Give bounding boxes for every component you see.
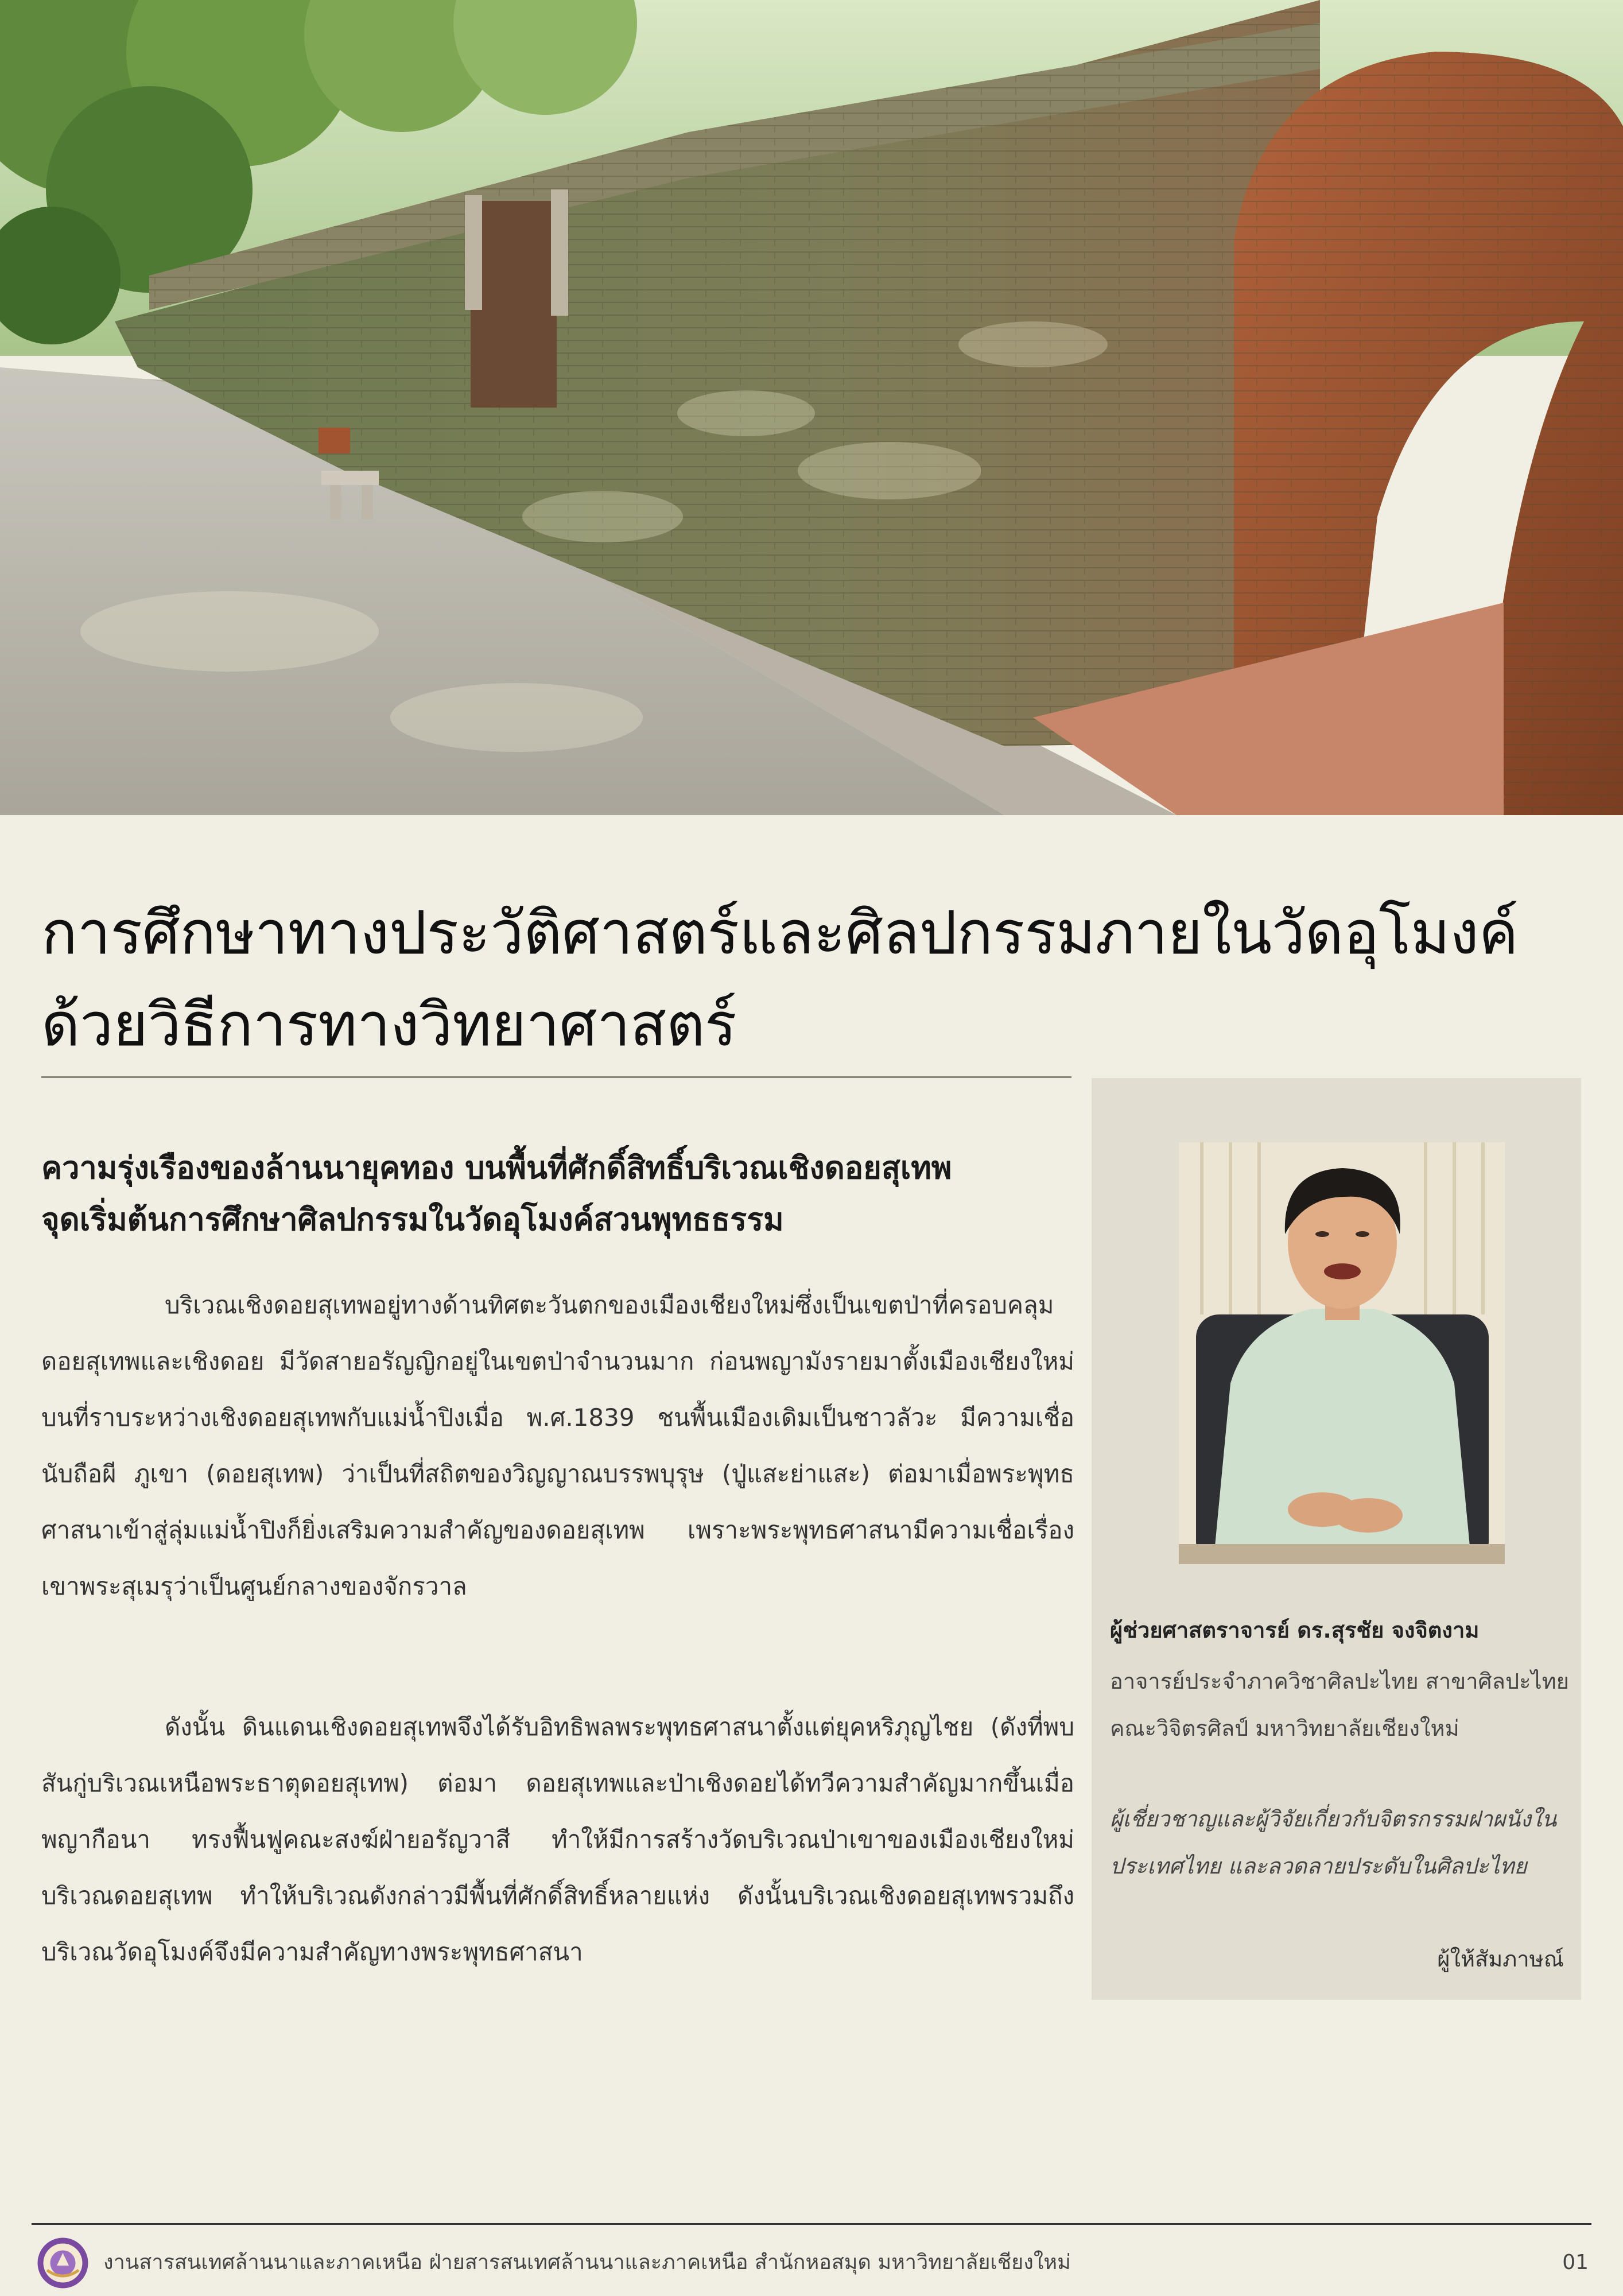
article-subheading [41, 1142, 1086, 1246]
body-paragraph-1: บริเวณเชิงดอยสุเทพอยู่ทางด้านทิศตะวันตกของเมืองเชียงใหม่ซึ่งเป็นเขตป่าที่ครอบคลุมดอยสุเทพและเชิงดอย มีวัดสายอรัญญิกอยู่ในเขตป่าจำนวนมาก ก่อนพญามังรายมาตั้งเมืองเชียงใหม่บนที่ราบระหว่างเชิงดอยสุเทพกับแม่น้ำปิงเมื่อ พ.ศ.1839 ชนพื้นเมืองเดิมเป็นชาวลัวะ มีความเชื่อนับถือผี ภูเขา (ดอยสุเทพ) ว่าเป็นที่สถิตของวิญญาณบรรพบุรุษ (ปู่แสะย่าแสะ) ต่อมาเมื่อพระพุทธศาสนาเข้าสู่ลุ่มแม่น้ำปิงก็ยิ่งเสริมความสำคัญของดอยสุเทพ เพราะพระพุทธศาสนามีความเชื่อเรื่องเขาพระสุเมรุว่าเป็นศูนย์กลางของจักรวาล [41, 1291, 1074, 1600]
title-divider [41, 1076, 1071, 1078]
temple-wall-image [0, 0, 1623, 815]
interviewee-portrait [1179, 1142, 1505, 1564]
page-number: 01 [1562, 2251, 1589, 2274]
interviewee-position [1110, 1658, 1569, 1752]
article-title-line2: ด้วยวิธีการทางวิทยาศาสตร์ [41, 990, 737, 1060]
expertise-line1: ผู้เชี่ยวชาญและผู้วิจัยเกี่ยวกับจิตรกรรมฝาผนังใน [1110, 1806, 1557, 1832]
position-line2: คณะวิจิตรศิลป์ มหาวิทยาลัยเชียงใหม่ [1110, 1716, 1459, 1741]
subheading-line1: ความรุ่งเรืองของล้านนายุคทอง บนพื้นที่ศักดิ์สิทธิ์บริเวณเชิงดอยสุเทพ [41, 1150, 952, 1186]
interviewee-label: ผู้ให้สัมภาษณ์ [1437, 1946, 1564, 1972]
body-paragraph-2: ดังนั้น ดินแดนเชิงดอยสุเทพจึงได้รับอิทธิพลพระพุทธศาสนาตั้งแต่ยุคหริภุญไชย (ดังที่พบสันกู่บริเวณเหนือพระธาตุดอยสุเทพ) ต่อมา ดอยสุเทพและป่าเชิงดอยได้ทวีความสำคัญมากขึ้นเมื่อพญากือนา ทรงฟื้นฟูคณะสงฆ์ฝ่ายอรัญวาสี ทำให้มีการสร้างวัดบริเวณป่าเขาของเมืองเชียงใหม่บริเวณดอยสุเทพ ทำให้บริเวณดังกล่าวมีพื้นที่ศักดิ์สิทธิ์หลายแห่ง ดังนั้นบริเวณเชิงดอยสุเทพรวมถึงบริเวณวัดอุโมงค์จึงมีความสำคัญทางพระพุทธศาสนา [41, 1713, 1074, 1966]
position-line1: อาจารย์ประจำภาควิชาศิลปะไทย สาขาศิลปะไทย [1110, 1669, 1569, 1694]
subheading-line2: จุดเริ่มต้นการศึกษาศิลปกรรมในวัดอุโมงค์สวนพุทธธรรม [41, 1201, 784, 1238]
expertise-line2: ประเทศไทย และลวดลายประดับในศิลปะไทย [1110, 1853, 1527, 1879]
portrait-photo [1179, 1142, 1505, 1564]
interviewee-expertise [1110, 1795, 1569, 1890]
interviewee-sidebar [1092, 1078, 1581, 2000]
hero-photo [0, 0, 1623, 815]
interviewee-name: ผู้ช่วยศาสตราจารย์ ดร.สุรชัย จงจิตงาม [1110, 1618, 1480, 1643]
article-title-line1: การศึกษาทางประวัติศาสตร์และศิลปกรรมภายในวัดอุโมงค์ [41, 898, 1519, 968]
footer-publisher: งานสารสนเทศล้านนาและภาคเหนือ ฝ่ายสารสนเทศล้านนาและภาคเหนือ สำนักหอสมุด มหาวิทยาลัยเชียงใหม่ [103, 2251, 1071, 2274]
university-seal-icon [36, 2236, 90, 2290]
footer-divider [32, 2223, 1591, 2225]
article-title [41, 887, 1591, 1071]
